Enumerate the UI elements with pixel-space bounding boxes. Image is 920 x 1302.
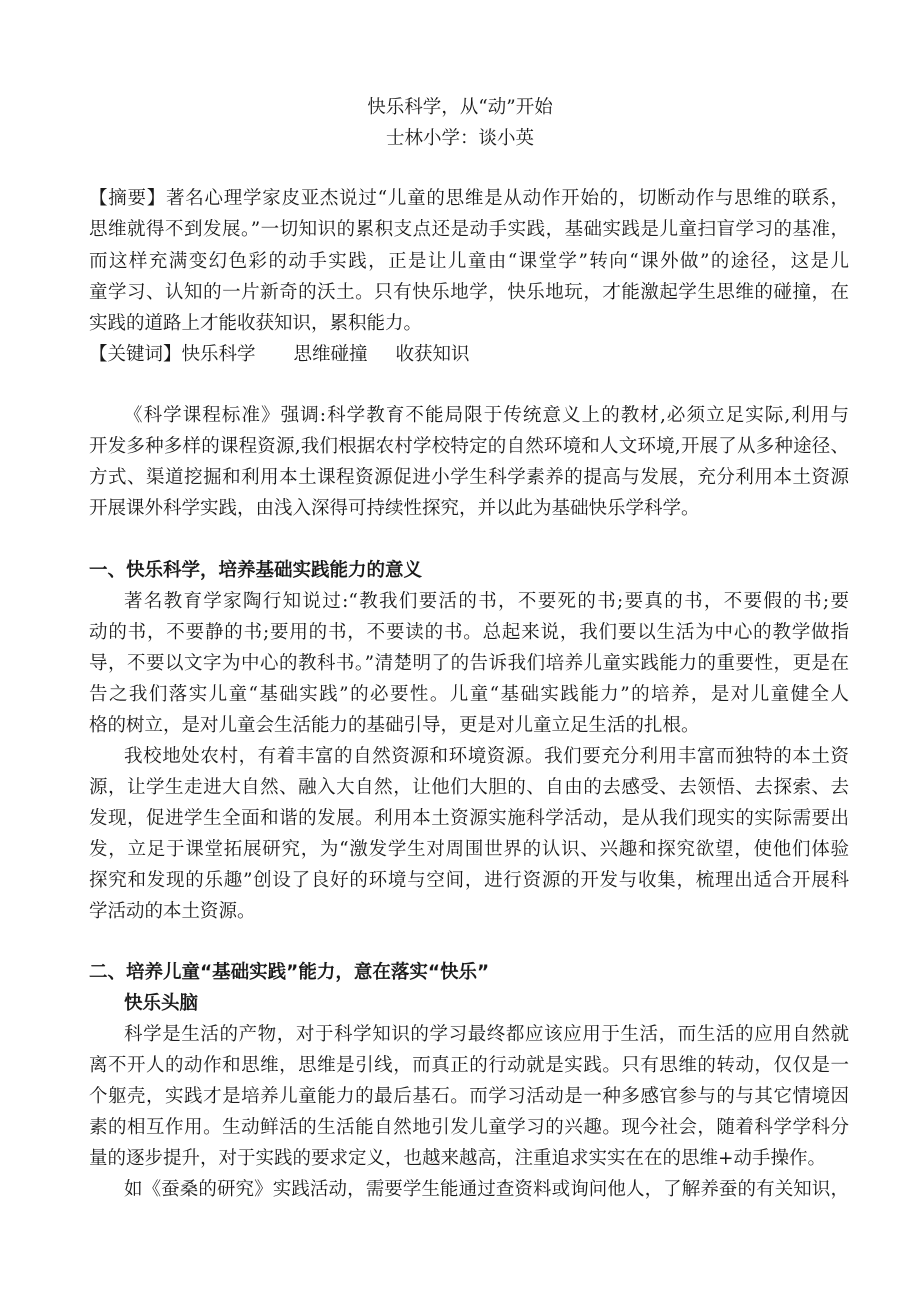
- abstract-line: 童学习、认知的一片新奇的沃土。只有快乐地学，快乐地玩，才能激起学生思维的碰撞，在: [89, 282, 849, 303]
- paragraph-line: 发现，促进学生全面和谐的发展。利用本土资源实施科学活动，是从我们现实的实际需要出: [89, 808, 849, 829]
- keyword: 收获知识: [395, 344, 470, 365]
- paragraph-line: 格的树立，是对儿童会生活能力的基础引导，更是对儿童立足生活的扎根。: [89, 715, 700, 736]
- paragraph-line: 素的相互作用。生动鲜活的生活能自然地引发儿童学习的兴趣。现今社会，随着科学学科分: [89, 1117, 849, 1138]
- document-author: 士林小学：谈小英: [385, 128, 534, 149]
- paragraph-line: 如《蚕桑的研究》实践活动，需要学生能通过查资料或询问他人，了解养蚕的有关知识，: [124, 1179, 849, 1200]
- intro-line: 开发多种多样的课程资源,我们根据农村学校特定的自然环境和人文环境,开展了从多种途径、: [89, 436, 849, 457]
- paragraph-line: 探究和发现的乐趣”创设了良好的环境与空间，进行资源的开发与收集，梳理出适合开展科: [89, 870, 849, 891]
- paragraph-line: 发，立足于课堂拓展研究，为“激发学生对周围世界的认识、兴趣和探究欲望，使他们体验: [89, 839, 849, 860]
- paragraph-line: 个躯壳，实践才是培养儿童能力的最后基石。而学习活动是一种多感官参与的与其它情境因: [89, 1086, 849, 1107]
- paragraph-line: 我校地处农村，有着丰富的自然资源和环境资源。我们要充分利用丰富而独特的本土资: [124, 746, 849, 767]
- section-heading: 二、培养儿童“基础实践”能力，意在落实“快乐”: [89, 962, 490, 983]
- paragraph-line: 学活动的本土资源。: [89, 901, 256, 922]
- intro-line: 方式、渠道挖掘和利用本土课程资源促进小学生科学素养的提高与发展，充分利用本土资源: [89, 467, 849, 488]
- subsection-heading: 快乐头脑: [124, 993, 199, 1014]
- paragraph-line: 离不开人的动作和思维，思维是引线，而真正的行动就是实践。只有思维的转动，仅仅是一: [89, 1055, 849, 1076]
- abstract-line: 而这样充满变幻色彩的动手实践，正是让儿童由“课堂学”转向“课外做”的途径，这是儿: [89, 251, 849, 272]
- keyword: 思维碰撞: [293, 344, 368, 365]
- keywords-label: 【关键词】: [89, 344, 182, 365]
- document-title: 快乐科学，从“动”开始: [367, 97, 553, 118]
- keywords: [89, 344, 470, 366]
- paragraph-line: 源，让学生走进大自然、融入大自然，让他们大胆的、自由的去感受、去领悟、去探索、去: [89, 777, 849, 798]
- keyword: 快乐科学: [181, 344, 256, 365]
- paragraph-line: 动的书，不要静的书;要用的书，不要读的书。总起来说，我们要以生活为中心的教学做指: [89, 622, 849, 643]
- abstract-line: 实践的道路上才能收获知识，累积能力。: [89, 313, 423, 334]
- section-heading: 一、快乐科学，培养基础实践能力的意义: [89, 560, 423, 581]
- paragraph-line: 科学是生活的产物，对于科学知识的学习最终都应该应用于生活，而生活的应用自然就: [124, 1024, 849, 1045]
- abstract-line: 【摘要】著名心理学家皮亚杰说过“儿童的思维是从动作开始的，切断动作与思维的联系，: [89, 188, 849, 209]
- intro-line: 《科学课程标准》强调:科学教育不能局限于传统意义上的教材,必须立足实际,利用与: [124, 405, 849, 426]
- paragraph-line: 告之我们落实儿童“基础实践”的必要性。儿童“基础实践能力”的培养，是对儿童健全人: [89, 684, 849, 705]
- paragraph-line: 著名教育学家陶行知说过:“教我们要活的书，不要死的书;要真的书，不要假的书;要: [124, 591, 849, 612]
- paragraph-line: 导，不要以文字为中心的教科书。”清楚明了的告诉我们培养儿童实践能力的重要性，更是在: [89, 653, 849, 674]
- abstract-line: 思维就得不到发展。”一切知识的累积支点还是动手实践，基础实践是儿童扫盲学习的基准，: [89, 219, 849, 240]
- intro-line: 开展课外科学实践，由浅入深得可持续性探究，并以此为基础快乐学科学。: [89, 498, 700, 519]
- paragraph-line: 量的逐步提升，对于实践的要求定义，也越来越高，注重追求实实在在的思维+动手操作。: [89, 1148, 827, 1169]
